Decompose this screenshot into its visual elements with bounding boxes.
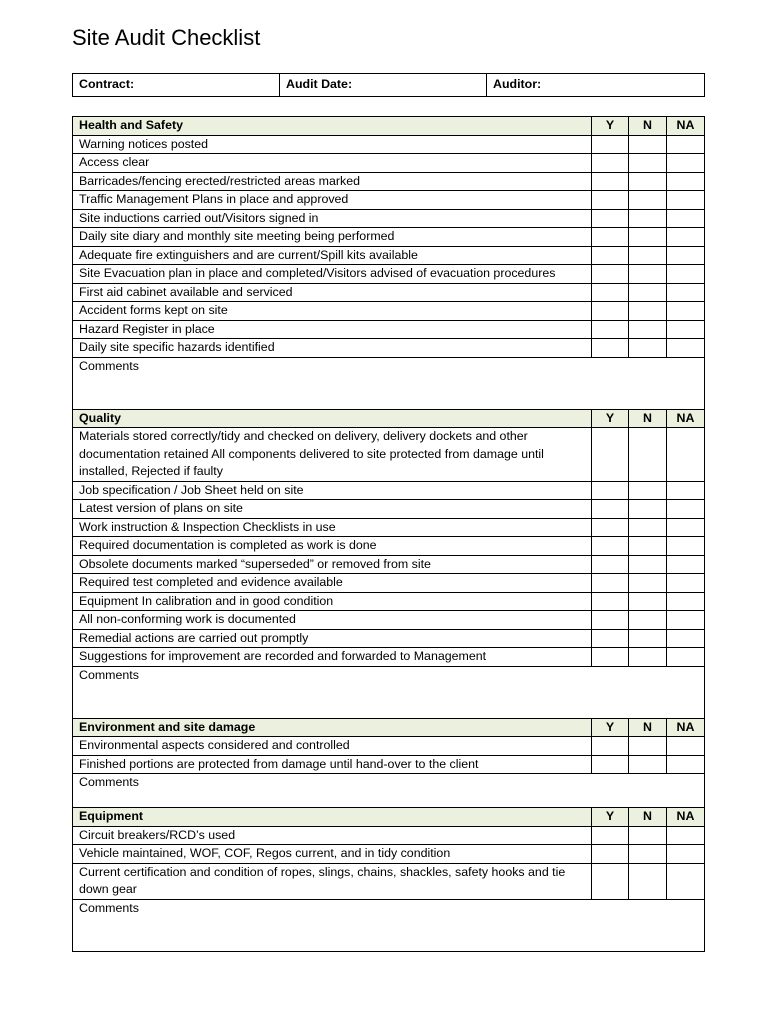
checklist-row — [73, 265, 705, 284]
checklist-row — [73, 172, 705, 191]
section-header-environment-and-site-damage — [73, 718, 705, 737]
comments-label: Comments — [79, 358, 139, 373]
answer-box-y[interactable] — [592, 154, 629, 173]
comments-row-equipment — [73, 899, 705, 951]
answer-box-n[interactable] — [629, 826, 667, 845]
audit-checklist-table — [72, 116, 705, 952]
audit-date-field[interactable] — [280, 74, 487, 97]
answer-box-na[interactable] — [667, 518, 705, 537]
checklist-row — [73, 592, 705, 611]
answer-box-n[interactable] — [629, 283, 667, 302]
column-header-n: N — [629, 117, 667, 136]
answer-box-na[interactable] — [667, 172, 705, 191]
answer-box-n[interactable] — [629, 737, 667, 756]
checklist-item-text: Environmental aspects considered and controlled — [73, 737, 592, 756]
checklist-item-text: Warning notices posted — [73, 135, 592, 154]
checklist-item-text: Traffic Management Plans in place and approved — [73, 191, 592, 210]
answer-box-na[interactable] — [667, 592, 705, 611]
column-header-na: NA — [667, 409, 705, 428]
answer-box-n[interactable] — [629, 209, 667, 228]
checklist-item-text: Suggestions for improvement are recorded and forwarded to Management — [73, 648, 592, 667]
comments-field[interactable] — [73, 357, 705, 409]
answer-box-na[interactable] — [667, 755, 705, 774]
checklist-item-text: Latest version of plans on site — [73, 500, 592, 519]
answer-box-n[interactable] — [629, 481, 667, 500]
comments-field[interactable] — [73, 666, 705, 718]
answer-box-na[interactable] — [667, 574, 705, 593]
answer-box-na[interactable] — [667, 283, 705, 302]
checklist-row — [73, 339, 705, 358]
checklist-row — [73, 518, 705, 537]
checklist-item-text: First aid cabinet available and serviced — [73, 283, 592, 302]
answer-box-y[interactable] — [592, 339, 629, 358]
comments-row-environment-and-site-damage — [73, 774, 705, 808]
checklist-item-text: Adequate fire extinguishers and are current/Spill kits available — [73, 246, 592, 265]
checklist-item-text: Current certification and condition of ropes, slings, chains, shackles, safety hooks and tie down gear — [73, 863, 592, 899]
contract-label: Contract: — [79, 77, 135, 92]
comments-row-quality — [73, 666, 705, 718]
answer-box-y[interactable] — [592, 481, 629, 500]
checklist-row — [73, 135, 705, 154]
answer-box-na[interactable] — [667, 737, 705, 756]
answer-box-n[interactable] — [629, 555, 667, 574]
checklist-item-text: Job specification / Job Sheet held on site — [73, 481, 592, 500]
answer-box-y[interactable] — [592, 574, 629, 593]
answer-box-n[interactable] — [629, 265, 667, 284]
answer-box-y[interactable] — [592, 648, 629, 667]
checklist-row — [73, 302, 705, 321]
column-header-y: Y — [592, 808, 629, 827]
answer-box-na[interactable] — [667, 265, 705, 284]
checklist-item-text: Barricades/fencing erected/restricted areas marked — [73, 172, 592, 191]
answer-box-n[interactable] — [629, 574, 667, 593]
checklist-row — [73, 481, 705, 500]
answer-box-y[interactable] — [592, 500, 629, 519]
answer-box-y[interactable] — [592, 592, 629, 611]
contract-field[interactable] — [73, 74, 280, 97]
checklist-row — [73, 228, 705, 247]
answer-box-na[interactable] — [667, 845, 705, 864]
checklist-row — [73, 648, 705, 667]
auditor-label: Auditor: — [493, 77, 542, 92]
checklist-item-text: Required documentation is completed as work is done — [73, 537, 592, 556]
comments-field[interactable] — [73, 899, 705, 951]
section-header-quality — [73, 409, 705, 428]
answer-box-y[interactable] — [592, 320, 629, 339]
column-header-n: N — [629, 808, 667, 827]
section-title: Environment and site damage — [73, 718, 592, 737]
answer-box-n[interactable] — [629, 537, 667, 556]
answer-box-y[interactable] — [592, 537, 629, 556]
section-header-equipment — [73, 808, 705, 827]
comments-field[interactable] — [73, 774, 705, 808]
checklist-item-text: Remedial actions are carried out promptly — [73, 629, 592, 648]
checklist-item-text: Materials stored correctly/tidy and checked on delivery, delivery dockets and other documentation retained All components delivered to site protected from damage until installed, Rejected if faulty — [73, 428, 592, 482]
section-title: Quality — [73, 409, 592, 428]
answer-box-n[interactable] — [629, 845, 667, 864]
answer-box-y[interactable] — [592, 209, 629, 228]
checklist-row — [73, 629, 705, 648]
answer-box-na[interactable] — [667, 629, 705, 648]
checklist-item-text: All non-conforming work is documented — [73, 611, 592, 630]
answer-box-y[interactable] — [592, 845, 629, 864]
answer-box-na[interactable] — [667, 648, 705, 667]
answer-box-y[interactable] — [592, 518, 629, 537]
answer-box-y[interactable] — [592, 191, 629, 210]
answer-box-y[interactable] — [592, 135, 629, 154]
answer-box-y[interactable] — [592, 283, 629, 302]
answer-box-y[interactable] — [592, 265, 629, 284]
answer-box-y[interactable] — [592, 302, 629, 321]
answer-box-na[interactable] — [667, 228, 705, 247]
column-header-na: NA — [667, 808, 705, 827]
checklist-row — [73, 845, 705, 864]
checklist-row — [73, 574, 705, 593]
answer-box-y[interactable] — [592, 611, 629, 630]
answer-box-n[interactable] — [629, 629, 667, 648]
answer-box-na[interactable] — [667, 135, 705, 154]
answer-box-na[interactable] — [667, 481, 705, 500]
answer-box-y[interactable] — [592, 755, 629, 774]
answer-box-y[interactable] — [592, 629, 629, 648]
answer-box-n[interactable] — [629, 228, 667, 247]
checklist-row — [73, 191, 705, 210]
column-header-y: Y — [592, 117, 629, 136]
answer-box-n[interactable] — [629, 648, 667, 667]
answer-box-na[interactable] — [667, 611, 705, 630]
answer-box-na[interactable] — [667, 500, 705, 519]
answer-box-n[interactable] — [629, 339, 667, 358]
answer-box-na[interactable] — [667, 537, 705, 556]
checklist-row — [73, 209, 705, 228]
checklist-row — [73, 246, 705, 265]
checklist-item-text: Site Evacuation plan in place and completed/Visitors advised of evacuation procedures — [73, 265, 592, 284]
checklist-item-text: Daily site diary and monthly site meeting being performed — [73, 228, 592, 247]
column-header-y: Y — [592, 718, 629, 737]
checklist-item-text: Equipment In calibration and in good condition — [73, 592, 592, 611]
audit-date-label: Audit Date: — [286, 77, 353, 92]
column-header-n: N — [629, 409, 667, 428]
answer-box-n[interactable] — [629, 135, 667, 154]
answer-box-n[interactable] — [629, 172, 667, 191]
checklist-row — [73, 500, 705, 519]
answer-box-na[interactable] — [667, 246, 705, 265]
column-header-na: NA — [667, 117, 705, 136]
audit-info-table — [72, 73, 705, 97]
checklist-row — [73, 283, 705, 302]
answer-box-na[interactable] — [667, 302, 705, 321]
checklist-row — [73, 537, 705, 556]
checklist-item-text: Required test completed and evidence available — [73, 574, 592, 593]
answer-box-n[interactable] — [629, 320, 667, 339]
section-header-health-and-safety — [73, 117, 705, 136]
column-header-y: Y — [592, 409, 629, 428]
answer-box-na[interactable] — [667, 154, 705, 173]
comments-label: Comments — [79, 667, 139, 682]
answer-box-na[interactable] — [667, 209, 705, 228]
checklist-row — [73, 320, 705, 339]
section-title: Equipment — [73, 808, 592, 827]
answer-box-n[interactable] — [629, 302, 667, 321]
answer-box-y[interactable] — [592, 826, 629, 845]
comments-row-health-and-safety — [73, 357, 705, 409]
answer-box-n[interactable] — [629, 191, 667, 210]
checklist-item-text: Daily site specific hazards identified — [73, 339, 592, 358]
page-title: Site Audit Checklist — [72, 25, 261, 50]
answer-box-na[interactable] — [667, 320, 705, 339]
answer-box-na[interactable] — [667, 826, 705, 845]
checklist-item-text: Site inductions carried out/Visitors signed in — [73, 209, 592, 228]
section-title: Health and Safety — [73, 117, 592, 136]
answer-box-n[interactable] — [629, 154, 667, 173]
checklist-item-text: Work instruction & Inspection Checklists in use — [73, 518, 592, 537]
answer-box-y[interactable] — [592, 228, 629, 247]
answer-box-y[interactable] — [592, 428, 629, 482]
answer-box-y[interactable] — [592, 737, 629, 756]
answer-box-y[interactable] — [592, 172, 629, 191]
checklist-row — [73, 428, 705, 482]
answer-box-n[interactable] — [629, 428, 667, 482]
answer-box-n[interactable] — [629, 246, 667, 265]
answer-box-n[interactable] — [629, 518, 667, 537]
answer-box-na[interactable] — [667, 428, 705, 482]
answer-box-n[interactable] — [629, 592, 667, 611]
answer-box-na[interactable] — [667, 555, 705, 574]
checklist-item-text: Finished portions are protected from damage until hand-over to the client — [73, 755, 592, 774]
checklist-item-text: Access clear — [73, 154, 592, 173]
checklist-item-text: Accident forms kept on site — [73, 302, 592, 321]
checklist-item-text: Circuit breakers/RCD’s used — [73, 826, 592, 845]
column-header-na: NA — [667, 718, 705, 737]
checklist-item-text: Vehicle maintained, WOF, COF, Regos current, and in tidy condition — [73, 845, 592, 864]
checklist-row — [73, 826, 705, 845]
answer-box-na[interactable] — [667, 191, 705, 210]
checklist-row — [73, 863, 705, 899]
checklist-row — [73, 755, 705, 774]
comments-label: Comments — [79, 900, 139, 915]
answer-box-n[interactable] — [629, 755, 667, 774]
answer-box-n[interactable] — [629, 863, 667, 899]
column-header-n: N — [629, 718, 667, 737]
answer-box-n[interactable] — [629, 500, 667, 519]
answer-box-y[interactable] — [592, 246, 629, 265]
answer-box-na[interactable] — [667, 339, 705, 358]
comments-label: Comments — [79, 775, 139, 789]
checklist-item-text: Obsolete documents marked “superseded” or removed from site — [73, 555, 592, 574]
checklist-row — [73, 737, 705, 756]
checklist-row — [73, 154, 705, 173]
answer-box-n[interactable] — [629, 611, 667, 630]
answer-box-y[interactable] — [592, 555, 629, 574]
checklist-row — [73, 611, 705, 630]
answer-box-y[interactable] — [592, 863, 629, 899]
answer-box-na[interactable] — [667, 863, 705, 899]
checklist-row — [73, 555, 705, 574]
checklist-item-text: Hazard Register in place — [73, 320, 592, 339]
auditor-field[interactable] — [487, 74, 705, 97]
